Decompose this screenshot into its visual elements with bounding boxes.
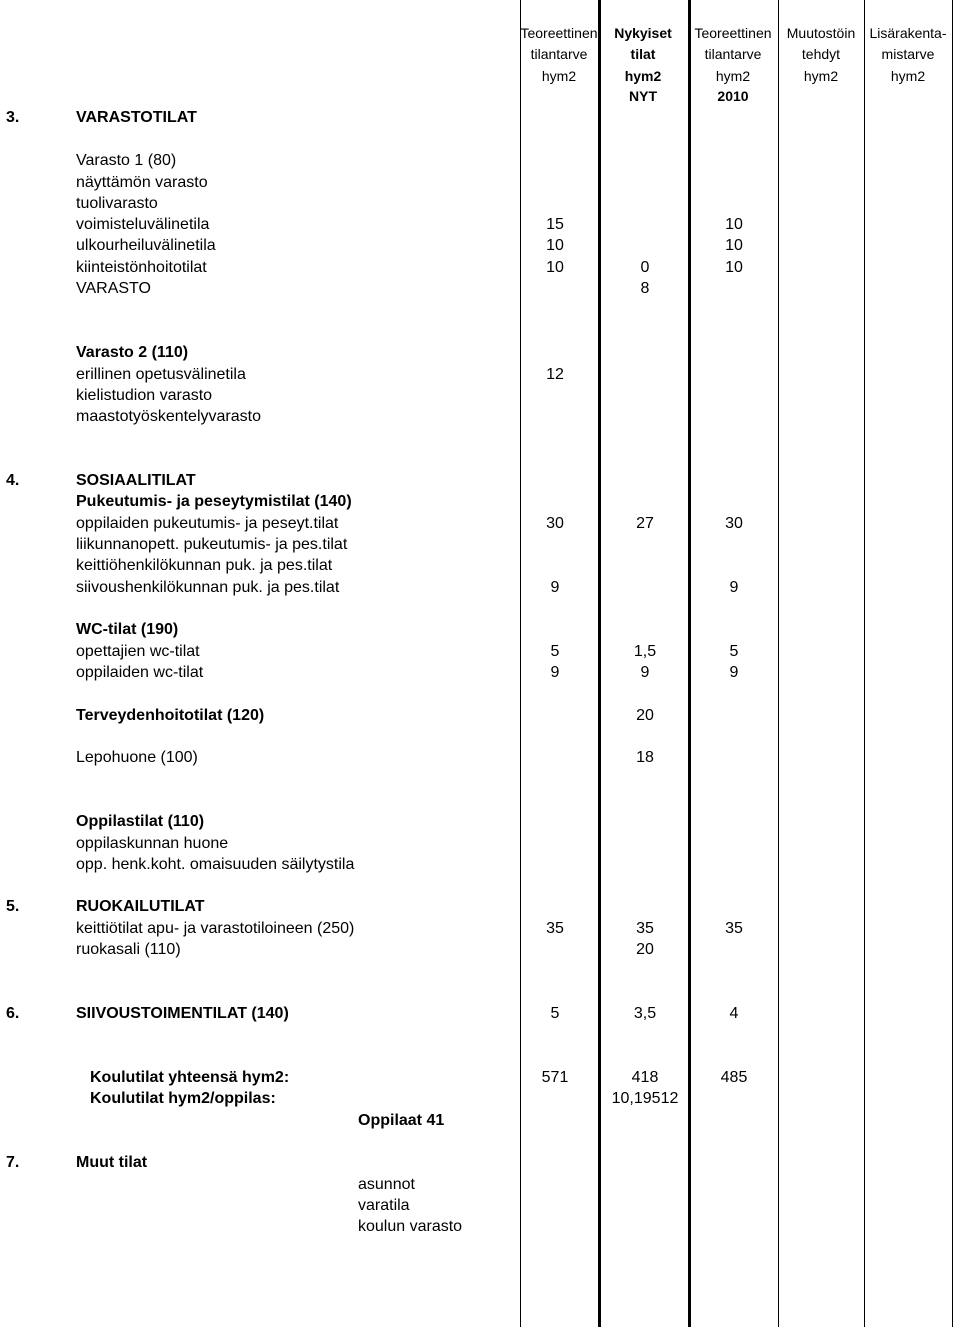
row-value: 20 — [636, 941, 654, 958]
total-label: Koulutilat yhteensä hym2: — [90, 1069, 290, 1086]
row-label: keittiötilat apu- ja varastotiloineen (250) — [76, 920, 355, 937]
row-label: Lepohuone (100) — [76, 749, 198, 766]
row-label: WC-tilat (190) — [76, 621, 179, 638]
column-header-line: hym2 — [715, 68, 751, 84]
row-value: 9 — [729, 664, 739, 681]
column-divider — [864, 0, 865, 1327]
row-value: 30 — [546, 515, 564, 532]
row-value: 1,5 — [633, 643, 657, 660]
column-header-line: Lisärakenta- — [869, 25, 947, 41]
row-value: 10 — [546, 237, 564, 254]
row-label: maastotyöskentelyvarasto — [76, 408, 261, 425]
column-header-line: Teoreettinen — [694, 25, 772, 41]
row-value: 10 — [725, 216, 743, 233]
row-value: 35 — [725, 920, 743, 937]
row-value: 10 — [725, 237, 743, 254]
column-header-line: hym2 — [803, 68, 839, 84]
row-value: 5 — [550, 643, 560, 660]
row-label: oppilaskunnan huone — [76, 835, 229, 852]
other-space-item: koulun varasto — [358, 1218, 463, 1235]
column-header-line: tilantarve — [530, 46, 588, 62]
row-label: liikunnanopett. pukeutumis- ja pes.tilat — [76, 536, 348, 553]
row-label: ruokasali (110) — [76, 941, 181, 958]
section-title: SIIVOUSTOIMENTILAT (140) — [76, 1005, 289, 1022]
row-value: 9 — [640, 664, 650, 681]
row-value: 9 — [729, 579, 739, 596]
section-title: RUOKAILUTILAT — [76, 898, 205, 915]
row-label: kielistudion varasto — [76, 387, 213, 404]
section-title: VARASTOTILAT — [76, 109, 197, 126]
student-count: Oppilaat 41 — [358, 1112, 445, 1129]
row-value: 5 — [729, 643, 739, 660]
section-number: 6. — [6, 1005, 20, 1022]
row-value: 4 — [729, 1005, 739, 1022]
row-label: voimisteluvälinetila — [76, 216, 210, 233]
row-label: ulkourheiluvälinetila — [76, 237, 216, 254]
section-number: 3. — [6, 109, 20, 126]
section-number: 5. — [6, 898, 20, 915]
total-value: 418 — [631, 1069, 659, 1086]
column-header-line: tehdyt — [801, 46, 841, 62]
row-label: Varasto 2 (110) — [76, 344, 189, 361]
per-student-label: Koulutilat hym2/oppilas: — [90, 1090, 276, 1107]
row-value: 0 — [640, 259, 650, 276]
column-header-line: hym2 — [624, 68, 662, 84]
row-value: 3,5 — [633, 1005, 657, 1022]
row-value: 10 — [725, 259, 743, 276]
row-label: kiinteistönhoitotilat — [76, 259, 207, 276]
section-number: 4. — [6, 472, 20, 489]
column-header-line: hym2 — [890, 68, 926, 84]
row-value: 9 — [550, 664, 560, 681]
row-label: oppilaiden pukeutumis- ja peseyt.tilat — [76, 515, 339, 532]
row-label: siivoushenkilökunnan puk. ja pes.tilat — [76, 579, 340, 596]
column-header-line: 2010 — [717, 88, 749, 104]
row-value: 20 — [636, 707, 654, 724]
row-label: opettajien wc-tilat — [76, 643, 200, 660]
column-header-line: hym2 — [541, 68, 577, 84]
column-header-line: tilantarve — [704, 46, 762, 62]
row-label: tuolivarasto — [76, 195, 158, 212]
row-value: 12 — [546, 366, 564, 383]
row-value: 9 — [550, 579, 560, 596]
row-label: Terveydenhoitotilat (120) — [76, 707, 265, 724]
section-number: 7. — [6, 1154, 20, 1171]
row-value: 27 — [636, 515, 654, 532]
row-label: näyttämön varasto — [76, 174, 208, 191]
total-value: 485 — [720, 1069, 748, 1086]
row-label: opp. henk.koht. omaisuuden säilytystila — [76, 856, 355, 873]
row-value: 5 — [550, 1005, 560, 1022]
other-space-item: varatila — [358, 1197, 410, 1214]
column-divider — [952, 0, 953, 1327]
section-title: Muut tilat — [76, 1154, 148, 1171]
column-header-line: Teoreettinen — [520, 25, 598, 41]
row-label: oppilaiden wc-tilat — [76, 664, 204, 681]
column-divider — [688, 0, 691, 1327]
row-value: 8 — [640, 280, 650, 297]
column-divider — [598, 0, 601, 1327]
per-student-value: 10,19512 — [611, 1090, 679, 1107]
section-title: SOSIAALITILAT — [76, 472, 196, 489]
column-divider — [778, 0, 779, 1327]
row-value: 35 — [636, 920, 654, 937]
row-value: 10 — [546, 259, 564, 276]
row-label: Oppilastilat (110) — [76, 813, 205, 830]
row-value: 15 — [546, 216, 564, 233]
column-header-line: NYT — [629, 88, 657, 104]
column-header-line: mistarve — [881, 46, 935, 62]
total-value: 571 — [541, 1069, 569, 1086]
column-header-line: tilat — [630, 46, 656, 62]
column-header-line: Nykyiset — [614, 25, 672, 41]
row-label: keittiöhenkilökunnan puk. ja pes.tilat — [76, 557, 333, 574]
row-label: VARASTO — [76, 280, 151, 297]
other-space-item: asunnot — [358, 1176, 415, 1193]
row-value: 18 — [636, 749, 654, 766]
column-header-line: Muutostöin — [786, 25, 856, 41]
row-value: 35 — [546, 920, 564, 937]
row-label: Pukeutumis- ja peseytymistilat (140) — [76, 493, 352, 510]
row-label: erillinen opetusvälinetila — [76, 366, 246, 383]
row-value: 30 — [725, 515, 743, 532]
row-label: Varasto 1 (80) — [76, 152, 177, 169]
